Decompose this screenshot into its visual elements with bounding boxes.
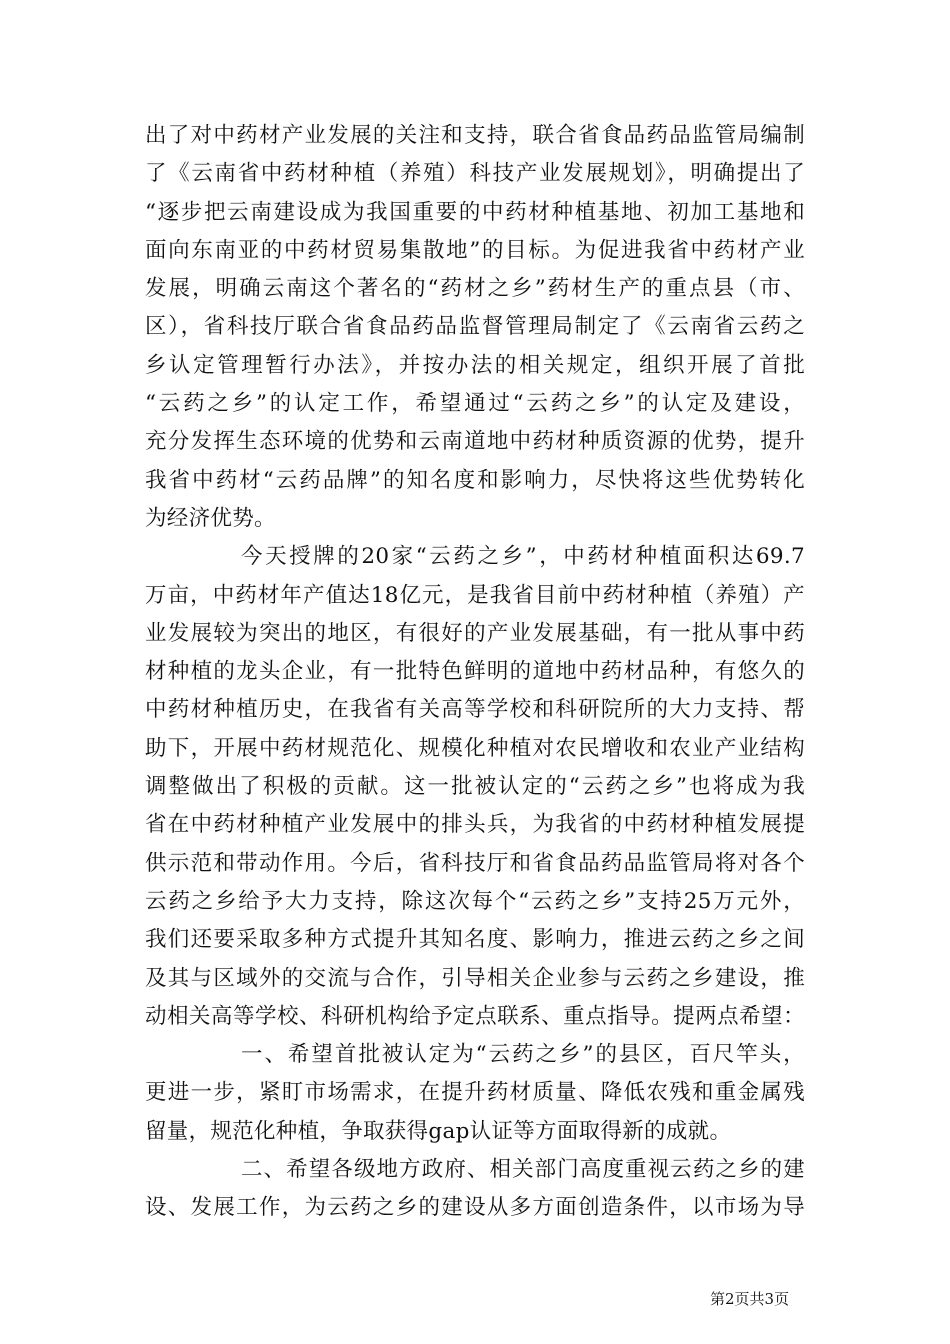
text-line: 我们还要采取多种方式提升其知名度、影响力，推进云药之乡之间 [145,927,805,953]
text-line: 供示范和带动作用。今后，省科技厅和省食品药品监管局将对各个 [145,850,805,876]
text-line: 更进一步，紧盯市场需求，在提升药材质量、降低农残和重金属残 [145,1080,805,1106]
text-line: 发展，明确云南这个著名的“药材之乡”药材生产的重点县（市、 [145,276,805,302]
text-line: 万亩，中药材年产值达18亿元，是我省目前中药材种植（养殖）产 [145,582,805,608]
text-line: 为经济优势。 [145,505,276,531]
paragraph-1 [145,117,805,538]
text-line: “逐步把云南建设成为我国重要的中药材种植基地、初加工基地和 [145,199,805,225]
paragraph-4 [145,1151,805,1228]
text-line: 了《云南省中药材种植（养殖）科技产业发展规划》，明确提出了 [145,161,805,187]
text-line: 中药材种植历史，在我省有关高等学校和科研院所的大力支持、帮 [145,697,805,723]
text-line: 及其与区域外的交流与合作，引导相关企业参与云药之乡建设，推 [145,965,805,991]
text-line: 充分发挥生态环境的优势和云南道地中药材种质资源的优势，提升 [145,429,805,455]
page-number: 第2页共3页 [710,1290,790,1308]
text-line: 业发展较为突出的地区，有很好的产业发展基础，有一批从事中药 [145,620,805,646]
text-line: 一、希望首批被认定为“云药之乡”的县区，百尺竿头， [241,1042,805,1068]
text-line: 出了对中药材产业发展的关注和支持，联合省食品药品监管局编制 [145,123,805,148]
paragraph-2 [145,538,805,1036]
text-line: 今天授牌的20家“云药之乡”，中药材种植面积达69.7 [241,544,805,570]
text-line: 省在中药材种植产业发展中的排头兵，为我省的中药材种植发展提 [145,812,805,838]
body-text [145,117,805,1228]
text-line: 材种植的龙头企业，有一批特色鲜明的道地中药材品种，有悠久的 [145,659,805,685]
text-line: “云药之乡”的认定工作，希望通过“云药之乡”的认定及建设， [145,391,805,417]
text-line: 区），省科技厅联合省食品药品监督管理局制定了《云南省云药之 [145,314,805,340]
text-line: 调整做出了积极的贡献。这一批被认定的“云药之乡”也将成为我 [145,774,805,800]
text-line: 云药之乡给予大力支持，除这次每个“云药之乡”支持25万元外， [145,888,805,914]
text-line: 留量，规范化种植，争取获得gap认证等方面取得新的成就。 [145,1118,732,1144]
text-line: 二、希望各级地方政府、相关部门高度重视云药之乡的建 [241,1157,805,1183]
text-line: 我省中药材“云药品牌”的知名度和影响力，尽快将这些优势转化 [145,467,805,493]
text-line: 乡认定管理暂行办法》，并按办法的相关规定，组织开展了首批 [145,352,805,378]
text-line: 设、发展工作，为云药之乡的建设从多方面创造条件，以市场为导 [145,1195,805,1221]
paragraph-3 [145,1036,805,1151]
text-line: 助下，开展中药材规范化、规模化种植对农民增收和农业产业结构 [145,735,805,761]
text-line: 面向东南亚的中药材贸易集散地”的目标。为促进我省中药材产业 [145,237,805,263]
text-line: 动相关高等学校、科研机构给予定点联系、重点指导。提两点希望： [145,1003,805,1029]
